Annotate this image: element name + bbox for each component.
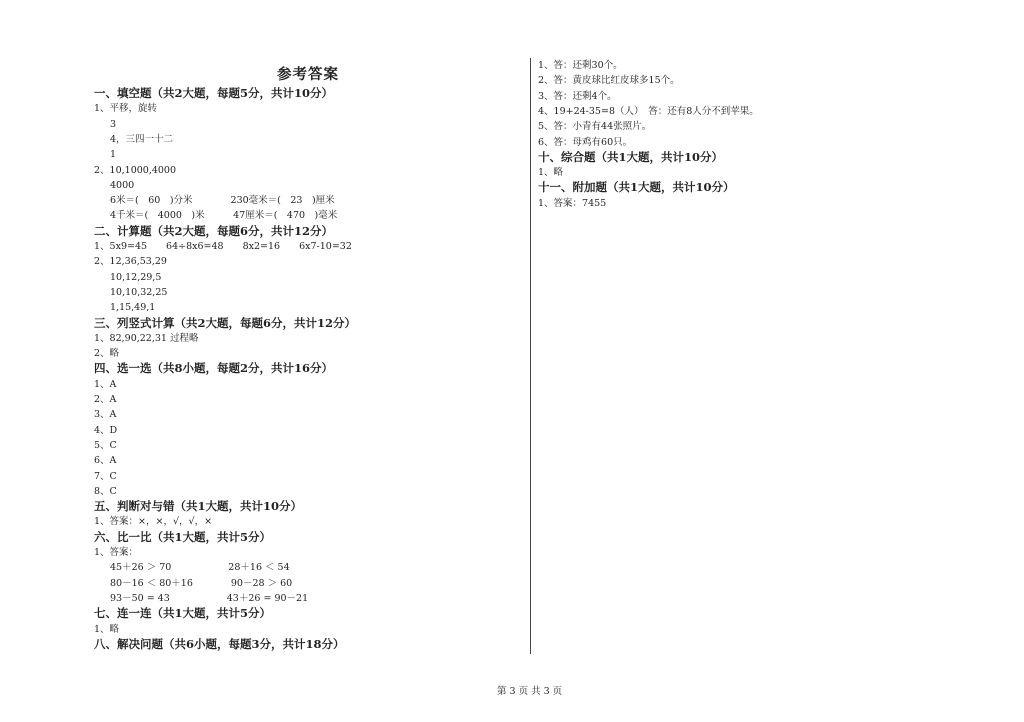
answer-line: 2、A	[94, 394, 117, 405]
answer-line: 1	[110, 149, 117, 161]
section-heading: 三、列竖式计算（共2大题，每题6分，共计12分）	[94, 315, 357, 330]
answer-line: 4、19+24-35=8（人） 答：还有8人分不到苹果。	[538, 105, 759, 117]
answer-line: 10,10,32,25	[110, 286, 168, 298]
answer-line: 1、A	[94, 378, 117, 390]
answer-line: 6、A	[94, 455, 117, 467]
answer-line: 5、答：小青有44张照片。	[538, 121, 652, 133]
answer-line: 93－50 = 43 43＋26 = 90－21	[110, 592, 309, 604]
answer-line: 5、C	[94, 439, 117, 451]
answer-line: 1、答案：	[94, 547, 139, 558]
answer-line: 1,15,49,1	[110, 302, 156, 314]
answer-line: 4000	[110, 179, 135, 191]
answer-line: 3、答：还剩4个。	[538, 90, 617, 102]
answer-line: 4、D	[94, 424, 118, 436]
answer-line: 6、答：母鸡有60只。	[538, 136, 633, 148]
answer-line: 2、10,1000,4000	[94, 164, 177, 176]
answer-line: 4，三四一十二	[110, 133, 174, 145]
answer-line: 4千米＝( 4000 )米 47厘米＝( 470 )毫米	[110, 210, 338, 222]
answer-line: 2、12,36,53,29	[94, 256, 167, 268]
answer-line: 1、平移，旋转	[94, 103, 158, 115]
section-heading: 八、解决问题（共6小题，每题3分，共计18分）	[94, 636, 345, 651]
section-heading: 十一、附加题（共1大题，共计10分）	[538, 180, 735, 195]
section-heading: 十、综合题（共1大题，共计10分）	[538, 149, 724, 164]
section-heading: 六、比一比（共1大题，共计5分）	[94, 529, 272, 544]
answer-line: 2、答：黄皮球比红皮球多15个。	[538, 75, 680, 87]
answer-line: 2、略	[94, 348, 120, 360]
answer-line: 1、答：还剩30个。	[538, 60, 623, 71]
answer-line: 10,12,29,5	[110, 271, 162, 283]
answer-line: 1、略	[94, 623, 120, 635]
section-heading: 四、选一选（共8小题，每题2分，共计16分）	[94, 361, 334, 376]
answer-line: 3、A	[94, 409, 117, 421]
answer-line: 1、略	[538, 167, 564, 179]
answer-line: 1、5x9=45 64÷8x6=48 8x2=16 6x7-10=32	[94, 241, 352, 252]
page-title: 参考答案	[277, 66, 339, 83]
answer-line: 8、C	[94, 485, 117, 497]
answer-line: 45＋26 ＞ 70 28＋16 ＜ 54	[110, 562, 290, 574]
answer-line: 1、答案：×，×，√，√，×	[94, 516, 213, 528]
page-footer: 第 3 页 共 3 页	[497, 686, 563, 697]
answer-line: 3	[110, 118, 117, 130]
answer-line: 6米＝( 60 )分米 230毫米＝( 23 )厘米	[110, 195, 335, 207]
section-heading: 七、连一连（共1大题，共计5分）	[94, 606, 272, 621]
answer-line: 1、82,90,22,31 过程略	[94, 332, 199, 344]
answer-line: 80－16 ＜ 80＋16 90－28 ＞ 60	[110, 577, 293, 589]
section-heading: 一、填空题（共2大题，每题5分，共计10分）	[94, 86, 334, 100]
answer-line: 1、答案：7455	[538, 197, 607, 209]
column-divider	[530, 58, 531, 654]
section-heading: 五、判断对与错（共1大题，共计10分）	[94, 499, 303, 514]
answer-line: 7、C	[94, 470, 117, 482]
section-heading: 二、计算题（共2大题，每题6分，共计12分）	[94, 223, 334, 238]
